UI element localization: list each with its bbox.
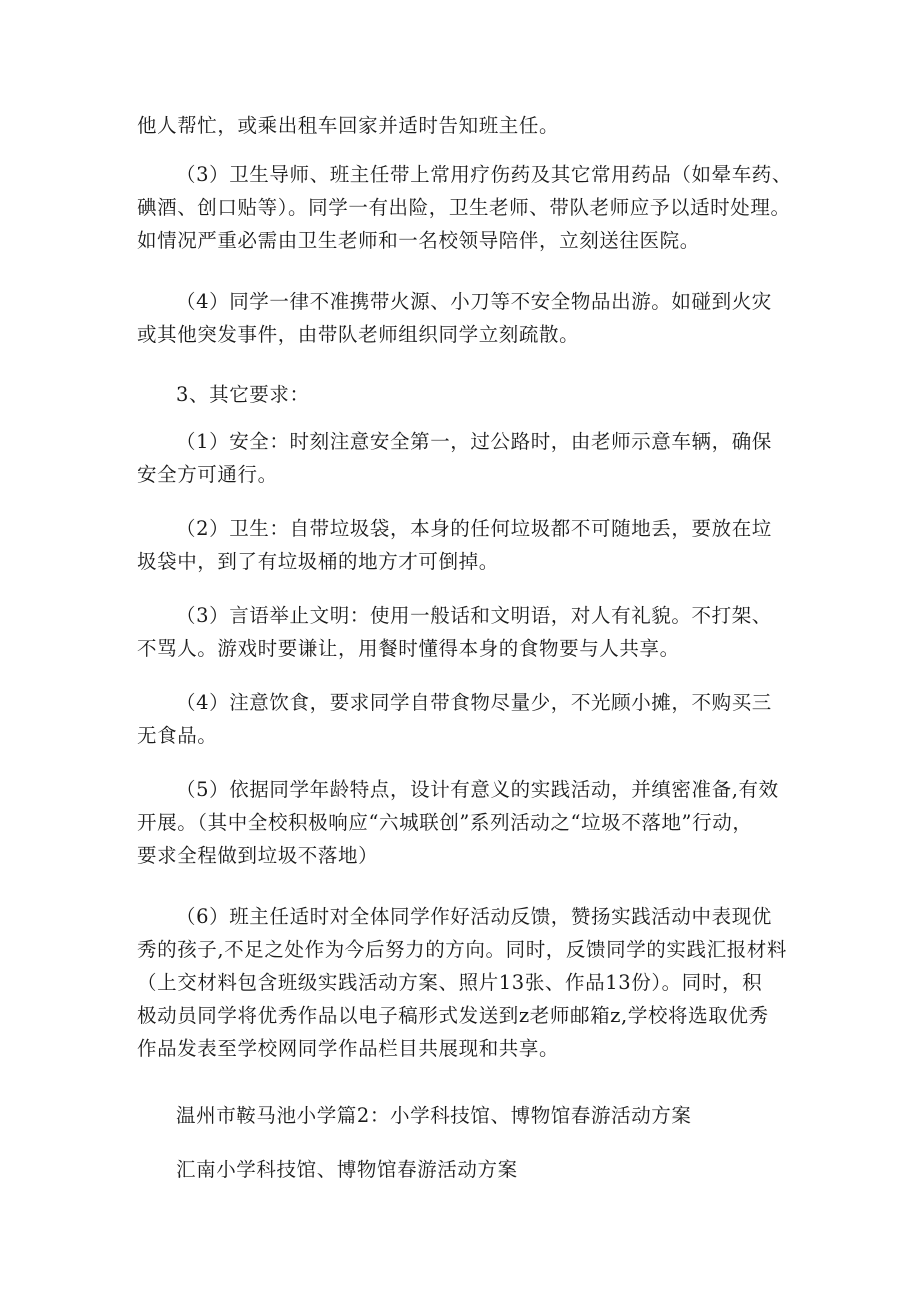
- text-line: （上交材料包含班级实践活动方案、照片13张、作品13份）。同时，积: [137, 971, 763, 994]
- paragraph-fire-item: [137, 285, 793, 351]
- paragraph-hygiene-requirement: [137, 512, 793, 578]
- text-line: 温州市鞍马池小学篇2：小学科技馆、博物馆春游活动方案: [176, 1104, 692, 1127]
- text-line: （3）言语举止文明：使用一般话和文明语，对人有礼貌。不打架、: [176, 604, 772, 627]
- text-line: 作品发表至学校网同学作品栏目共展现和共享。: [137, 1037, 560, 1060]
- text-line: （1）安全：时刻注意安全第一，过公路时，由老师示意车辆，确保: [176, 430, 772, 453]
- text-line: 开展。（其中全校积极响应“六城联创”系列活动之“垃圾不落地”行动，: [137, 811, 753, 834]
- paragraph-health-item: [137, 158, 793, 257]
- paragraph-continuation: [137, 109, 793, 142]
- plan-title: [137, 1153, 793, 1186]
- text-line: 汇南小学科技馆、博物馆春游活动方案: [176, 1158, 518, 1181]
- paragraph-feedback-requirement: [137, 900, 793, 1065]
- section-heading-other-requirements: [137, 378, 793, 411]
- text-line: 无食品。: [137, 724, 218, 747]
- text-line: 极动员同学将优秀作品以电子稿形式发送到z老师邮箱z,学校将选取优秀: [137, 1004, 769, 1027]
- part-heading: [137, 1099, 793, 1132]
- text-line: （4）注意饮食，要求同学自带食物尽量少，不光顾小摊，不购买三: [176, 691, 772, 714]
- paragraph-manners-requirement: [137, 599, 793, 665]
- text-line: 安全方可通行。: [137, 463, 278, 486]
- text-line: 圾袋中，到了有垃圾桶的地方才可倒掉。: [137, 550, 499, 573]
- text-line: 3、其它要求：: [176, 383, 310, 406]
- text-line: 秀的孩子,不足之处作为今后努力的方向。同时，反馈同学的实践汇报材料: [137, 938, 787, 961]
- text-line: （3）卫生导师、班主任带上常用疗伤药及其它常用药品（如晕车药、: [176, 163, 793, 186]
- text-line: 他人帮忙，或乘出租车回家并适时告知班主任。: [137, 114, 560, 137]
- text-line: （5）依据同学年龄特点，设计有意义的实践活动，并缜密准备,有效: [176, 778, 779, 801]
- paragraph-safety-requirement: [137, 425, 793, 491]
- text-line: 要求全程做到垃圾不落地）: [137, 844, 379, 867]
- text-line: （4）同学一律不准携带火源、小刀等不安全物品出游。如碰到火灾: [176, 290, 772, 313]
- text-line: （6）班主任适时对全体同学作好活动反馈，赞扬实践活动中表现优: [176, 905, 772, 928]
- paragraph-diet-requirement: [137, 686, 793, 752]
- text-line: 碘酒、创口贴等）。同学一有出险，卫生老师、带队老师应予以适时处理。: [137, 196, 791, 219]
- text-line: 不骂人。游戏时要谦让，用餐时懂得本身的食物要与人共享。: [137, 637, 680, 660]
- text-line: （2）卫生：自带垃圾袋，本身的任何垃圾都不可随地丢，要放在垃: [176, 517, 772, 540]
- paragraph-activity-requirement: [137, 773, 793, 872]
- text-line: 或其他突发事件，由带队老师组织同学立刻疏散。: [137, 323, 580, 346]
- text-line: 如情况严重必需由卫生老师和一名校领导陪伴，立刻送往医院。: [137, 229, 700, 252]
